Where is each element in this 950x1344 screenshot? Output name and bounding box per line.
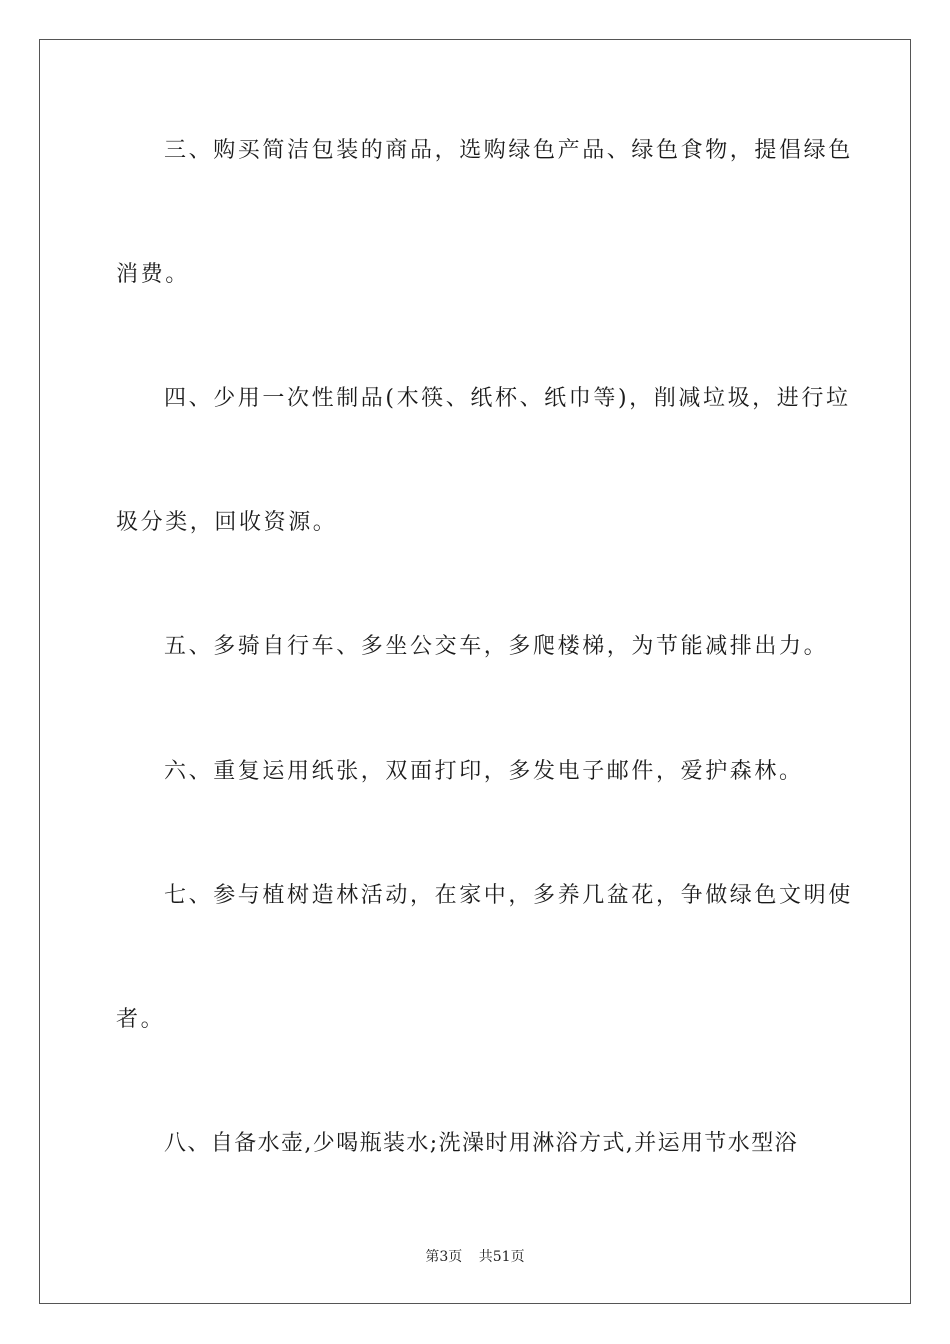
page-frame	[39, 39, 911, 1304]
page-total: 共51页	[478, 1249, 525, 1265]
paragraph-line: 四、少用一次性制品(木筷、纸杯、纸巾等)，削减垃圾，进行垃	[164, 386, 851, 411]
paragraph-line: 三、购买简洁包装的商品，选购绿色产品、绿色食物，提倡绿色	[164, 138, 853, 163]
paragraph-line: 消费。	[116, 262, 190, 287]
paragraph-line: 五、多骑自行车、多坐公交车，多爬楼梯，为节能减排出力。	[164, 634, 829, 659]
paragraph-line: 八、自备水壶,少喝瓶装水;洗澡时用淋浴方式,并运用节水型浴	[164, 1131, 799, 1156]
page-number: 第3页	[425, 1249, 463, 1265]
page-footer	[0, 1246, 950, 1266]
paragraph-line: 六、重复运用纸张，双面打印，多发电子邮件，爱护森林。	[164, 759, 804, 784]
paragraph-line: 圾分类，回收资源。	[116, 510, 338, 535]
paragraph-line: 七、参与植树造林活动，在家中，多养几盆花，争做绿色文明使	[164, 883, 853, 908]
paragraph-line: 者。	[116, 1007, 166, 1032]
